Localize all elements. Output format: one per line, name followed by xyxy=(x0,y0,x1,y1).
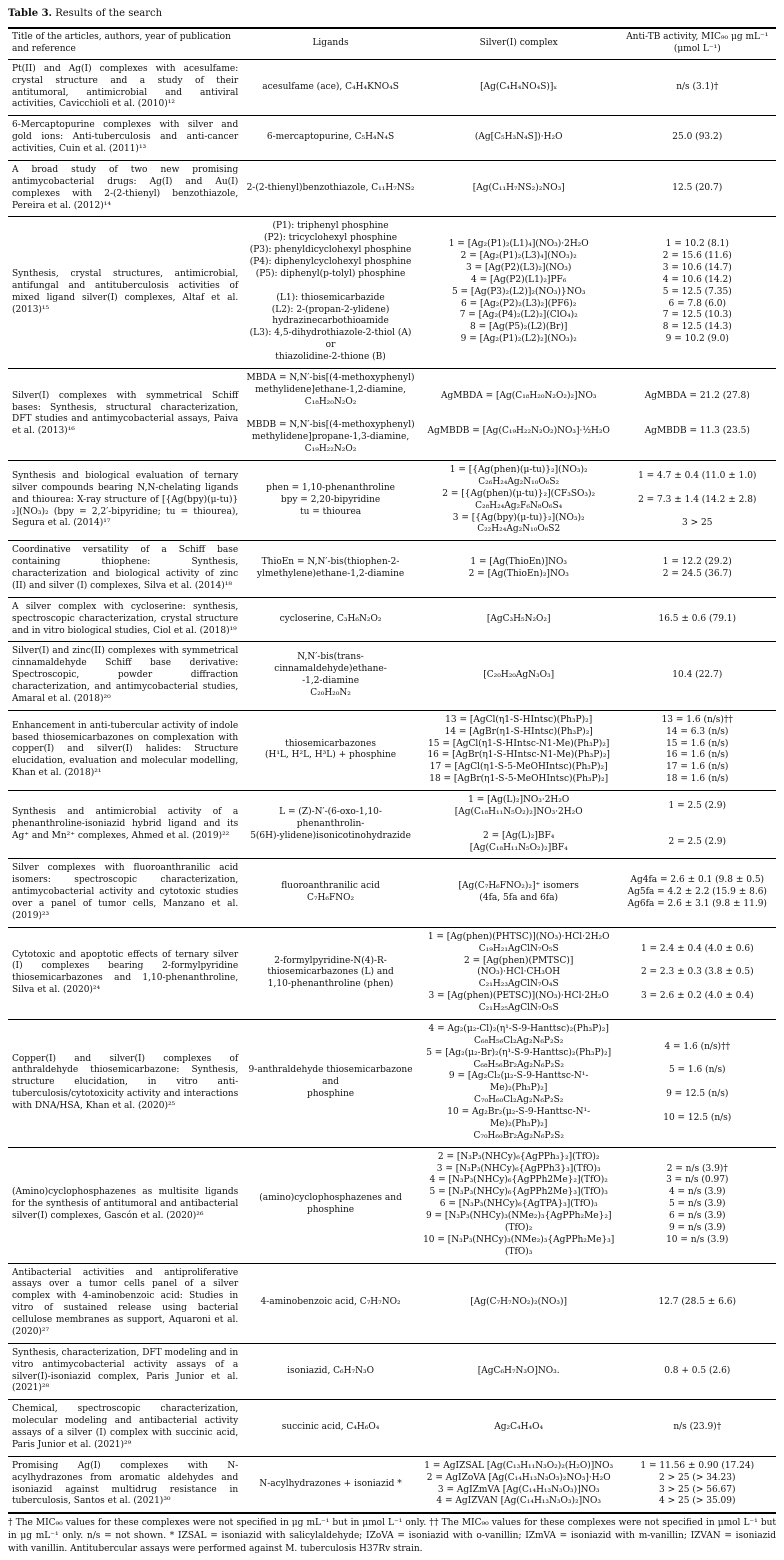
ligands-cell xyxy=(242,597,419,642)
complex-cell xyxy=(419,791,619,859)
activity-cell xyxy=(619,1147,776,1263)
cell-line: 2 = 24.5 (36.7) xyxy=(662,569,732,579)
cell-line: C₇H₆FNO₂ xyxy=(307,893,355,904)
table-row xyxy=(8,160,776,217)
article-title-cell: (Amino)cyclophosphazenes as multisite ligands for the synthesis of antitumoral and antibacterial silver(I) complexes, Gascón et al. (2020)²⁶ xyxy=(8,1147,242,1263)
cell-line: [C₂₀H₂₀AgN₃O₃] xyxy=(483,670,555,681)
cell-line: N-acylhydrazones + isoniazid * xyxy=(259,1478,402,1489)
table-row xyxy=(8,1456,776,1513)
cell-line: (amino)cyclophosphazenes and xyxy=(259,1193,402,1204)
cell-line: 2 = 2.5 (2.9) xyxy=(668,836,727,847)
ligands-cell xyxy=(242,791,419,859)
cell-line: 6-mercaptopurine, C₅H₄N₄S xyxy=(266,132,395,143)
cell-line: 6 = 7.8 (6.0) xyxy=(668,298,727,309)
cell-line: 2-(2-thienyl)benzothiazole, C₁₁H₇NS₂ xyxy=(246,182,415,193)
cell-line: 4-aminobenzoic acid, C₇H₇NO₂ xyxy=(260,1297,401,1308)
cell-line xyxy=(423,403,615,415)
cell-line: (P2): tricyclohexyl phosphine xyxy=(263,233,398,244)
cell-line: thiosemicarbazones xyxy=(285,738,376,749)
cell-line: n/s (3.1)† xyxy=(676,81,719,92)
cell-line: 4 > 25 (> 35.09) xyxy=(659,1496,736,1507)
cell-line: fluoroanthranilic acid xyxy=(281,881,380,892)
cell-line: 3 = [Ag(phen)(PETSC)](NO₃)·HCl·2H₂O xyxy=(428,991,609,1002)
activity-cell xyxy=(619,541,776,598)
activity-cell xyxy=(619,710,776,790)
article-title-cell: Promising Ag(I) complexes with N-acylhydrazones from aromatic aldehydes and isoniazid against multidrug resistance in tuberculosis, Santos et al. (2021)³⁰ xyxy=(8,1456,242,1513)
activity-cell xyxy=(619,461,776,541)
cell-line: 4 = [Ag(P2)(L1)₂]PF₆ xyxy=(471,274,567,285)
complex-cell xyxy=(419,1456,619,1513)
cell-line: 1 = 10.2 (8.1) xyxy=(665,239,729,250)
cell-line: 12.5 (20.7) xyxy=(672,182,723,193)
cell-line: L = (Z)-N′-(6-oxo-1,10-phenanthrolin- xyxy=(279,806,382,829)
cell-line: 5(6H)-ylidene)isonicotinohydrazide xyxy=(250,830,411,841)
cell-line: 5 = n/s (3.9) xyxy=(668,1199,726,1210)
cell-line: (P3): phenyldicyclohexyl phosphine xyxy=(249,245,412,256)
cell-line: [Ag(C₇H₇NO₂)₂(NO₃)] xyxy=(470,1297,567,1308)
cell-line: 3 = [Ag(P2)(L3)₂](NO₃) xyxy=(466,262,572,273)
activity-cell xyxy=(619,1019,776,1147)
cell-line xyxy=(623,979,772,991)
header-activity-column: Anti-TB activity, MIC₉₀ μg mL⁻¹ (μmol L⁻¹) xyxy=(619,28,776,59)
ligands-cell xyxy=(242,160,419,217)
cell-line: 4 = n/s (3.9) xyxy=(668,1187,726,1198)
article-title-cell: Pt(II) and Ag(I) complexes with acesulfame: crystal structure and a study of their antitumoral, antimicrobial and antiviral activities, Cavicchioli et al. (2010)¹² xyxy=(8,59,242,116)
cell-line: methylidene]ethane-1,2-diamine, xyxy=(255,384,406,395)
cell-line: Ag5fa = 4.2 ± 2.2 (15.9 ± 8.6) xyxy=(627,887,767,898)
cell-line: AgMBDB = [Ag(C₁₉H₂₂N₂O₂)NO₃]·½H₂O xyxy=(427,426,610,437)
cell-line: C₂₁H₂₃AgClN₇O₄S xyxy=(478,979,559,990)
cell-line: 15 = 1.6 (n/s) xyxy=(666,738,729,749)
cell-line: 6 = [N₃P₃(NHCy)₆{AgTPA}₃](TfO)₃ xyxy=(439,1199,598,1210)
cell-line: -1,2-diamine xyxy=(302,676,360,687)
cell-line: 2 = [Ag(phen)(PMTSC)](NO₃)·HCl·CH₃OH xyxy=(464,955,574,978)
cell-line: 3 = AgIZmVA [Ag(C₁₄H₁₃N₃O₃)]NO₃ xyxy=(437,1484,600,1495)
ligands-cell xyxy=(242,1019,419,1147)
complex-cell xyxy=(419,859,619,927)
cell-line: [AgC₃H₅N₂O₂] xyxy=(486,613,551,624)
complex-cell xyxy=(419,368,619,460)
cell-line: 10 = [N₃P₃(NHCy)₃(NMe₂)₃{AgPPh₂Me}₃] xyxy=(423,1234,615,1245)
table-row xyxy=(8,859,776,927)
ligands-cell xyxy=(242,1263,419,1343)
cell-line xyxy=(623,1054,772,1066)
cell-line: 18 = [AgBr(η1-S-5-MeOHIntsc)(Ph₃P)₂] xyxy=(429,774,609,785)
table-caption-text: Results of the search xyxy=(52,8,163,19)
ligands-cell xyxy=(242,461,419,541)
cell-line xyxy=(623,403,772,415)
article-title-cell: A silver complex with cycloserine: synthesis, spectroscopic characterization, crystal structure and in vitro biological studies, Ciol et al. (2018)¹⁹ xyxy=(8,597,242,642)
article-title-cell: Synthesis, characterization, DFT modeling and in vitro antimycobacterial activity assays of a silver(I)-isoniazid complex, Paris Junior et al. (2021)²⁸ xyxy=(8,1343,242,1400)
table-row xyxy=(8,597,776,642)
cell-line: 2 = [{Ag(phen)(μ-tu)}₂](CF₃SO₃)₂ xyxy=(442,488,596,499)
article-title-cell: Synthesis, crystal structures, antimicrobial, antifungal and antituberculosis activities of mixed ligand silver(I) complexes, Altaf et al. (2013)¹⁵ xyxy=(8,217,242,369)
cell-line: 4 = [N₃P₃(NHCy)₆{AgPPh2Me}₂](TfO)₂ xyxy=(429,1175,608,1186)
article-title-cell: Chemical, spectroscopic characterization, molecular modeling and antibacterial activity assays of a silver (I) complex with succinic acid, Paris Junior et al. (2021)²⁹ xyxy=(8,1400,242,1457)
cell-line: 1 = [{Ag(phen)(μ-tu)}₂](NO₃)₂ xyxy=(449,465,588,475)
table-row xyxy=(8,642,776,710)
cell-line: N,N′-bis(trans-cinnamaldehyde)ethane- xyxy=(274,652,387,675)
cell-line: 8 = [Ag(P5)₂(L2)(Br)] xyxy=(470,322,568,333)
cell-line: 2 = [Ag(ThioEn)₂]NO₃ xyxy=(468,569,569,579)
cell-line: isoniazid, C₆H₇N₃O xyxy=(287,1365,374,1376)
ligands-cell xyxy=(242,217,419,369)
table-row xyxy=(8,541,776,598)
cell-line xyxy=(623,1101,772,1113)
cell-line: succinic acid, C₄H₆O₄ xyxy=(281,1422,380,1433)
cell-line: 4 = 10.6 (14.2) xyxy=(662,274,732,285)
cell-line: 4 = AgIZVAN [Ag(C₁₄H₁₃N₃O₃)₂]NO₃ xyxy=(436,1496,601,1507)
cell-line: C₂₆H₂₄Ag₂N₁₀O₆S₂ xyxy=(478,476,560,487)
complex-cell xyxy=(419,59,619,116)
cell-line xyxy=(246,409,415,421)
cell-line: [Ag(C₁₈H₁₁N₅O₂)₂]BF₄ xyxy=(469,842,568,853)
table-footnote: † The MIC₉₀ values for these complexes were not specified in μg mL⁻¹ but in μmol L⁻¹ only. †† The MIC₉₀ values for these complexes were not specified in μmol L⁻¹ but in μg mL⁻¹ only. n/s = not shown. * IZSAL = isoniazid with salicylaldehyde; IZoVA = isoniazid with o-vanillin; IZmVA = isoniazid with m-vanillin; IZVAN = isoniazid with vanillin. Antitubercular assays were performed against M. tuberculosis H37Rv strain. xyxy=(8,1518,776,1555)
cell-line: 1 = [Ag(phen)(PHTSC)](NO₃)·HCl·2H₂O xyxy=(427,931,610,942)
activity-cell xyxy=(619,59,776,116)
cell-line: 17 = [AgCl(η1-S-5-MeOHIntsc)(Ph₃P)₂] xyxy=(429,762,608,773)
cell-line: 6 = [Ag₂(P2)₂(L3)₂](PF6)₂ xyxy=(461,298,577,309)
cell-line: (Ag[C₅H₃N₄S])·H₂O xyxy=(474,132,563,143)
activity-cell xyxy=(619,1456,776,1513)
cell-line: thiosemicarbazones (L) and xyxy=(267,967,394,978)
cell-line: MBDA = N,N′-bis[(4-methoxyphenyl) xyxy=(246,372,415,383)
cell-line: tu = thiourea xyxy=(299,506,362,517)
ligands-cell xyxy=(242,59,419,116)
cell-line: 1 = 2.5 (2.9) xyxy=(668,800,727,811)
header-row xyxy=(8,28,776,59)
cell-line xyxy=(623,825,772,837)
cell-line: 2 = 2.3 ± 0.3 (3.8 ± 0.5) xyxy=(640,967,754,978)
cell-line: 2 = AgIZoVA [Ag(C₁₄H₁₃N₃O₃)₂NO₃]·H₂O xyxy=(426,1472,611,1483)
table-row xyxy=(8,1019,776,1147)
table-body xyxy=(8,59,776,1513)
activity-cell xyxy=(619,160,776,217)
cell-line: Ag6fa = 2.6 ± 3.1 (9.8 ± 11.9) xyxy=(627,899,767,909)
cell-line: 18 = 1.6 (n/s) xyxy=(666,774,729,785)
article-title-cell: Silver complexes with fluoroanthranilic acid isomers: spectroscopic characterization, antimycobacterial activity and cytotoxic studies over a panel of tumor cells, Manzano et al. (2019)²³ xyxy=(8,859,242,927)
cell-line: C₂₂H₂₄Ag₂N₁₀O₆S2 xyxy=(477,524,561,535)
cell-line: 1 = [Ag(ThioEn)]NO₃ xyxy=(470,557,567,568)
cell-line: 2 = 15.6 (11.6) xyxy=(662,251,732,262)
cell-line: bpy = 2,20-bipyridine xyxy=(280,494,381,505)
cell-line xyxy=(623,483,772,495)
cell-line: (P4): diphenylcyclohexyl phosphine xyxy=(249,257,412,267)
activity-cell xyxy=(619,1343,776,1400)
cell-line: (L3): 4,5-dihydrothiazole-2-thiol (A) or xyxy=(249,328,412,351)
cell-line: 1 = 2.4 ± 0.4 (4.0 ± 0.6) xyxy=(640,943,754,954)
cell-line: 5 = [Ag(P3)₂(L2)]₂(NO₃)}NO₃ xyxy=(451,286,586,297)
table-caption xyxy=(8,8,776,19)
table-row xyxy=(8,1343,776,1400)
ligands-cell xyxy=(242,710,419,790)
cell-line: cycloserine, C₃H₆N₂O₂ xyxy=(279,613,382,624)
ligands-cell xyxy=(242,642,419,710)
cell-line: 3 = [N₃P₃(NHCy)₆{AgPPh3}₃](TfO)₃ xyxy=(436,1163,601,1174)
activity-cell xyxy=(619,1263,776,1343)
complex-cell xyxy=(419,217,619,369)
complex-cell xyxy=(419,1147,619,1263)
cell-line: 2 > 25 (> 34.23) xyxy=(659,1472,736,1483)
article-title-cell: Synthesis and antimicrobial activity of a phenanthroline-isoniazid hybrid ligand and its Ag⁺ and Mn²⁺ complexes, Ahmed et al. (2019)²² xyxy=(8,791,242,859)
cell-line: 2 = 7.3 ± 1.4 (14.2 ± 2.8) xyxy=(638,494,757,505)
cell-line: 15 = [AgCl(η1-S-HIntsc-N1-Me)(Ph₃P)₂] xyxy=(428,738,610,749)
table-row xyxy=(8,1147,776,1263)
article-title-cell: Synthesis and biological evaluation of ternary silver compounds bearing N,N-chelating ligands and thiourea: X-ray structure of [{Ag(bpy)(μ-tu)}₂](NO₃)₂ (bpy = 2,2′-bipyridine; tu = thiourea), Segura et al. (2014)¹⁷ xyxy=(8,461,242,541)
cell-line: 8 = 12.5 (14.3) xyxy=(662,322,732,333)
cell-line: (L1): thiosemicarbazide xyxy=(276,292,385,303)
ligands-cell xyxy=(242,859,419,927)
cell-line: 7 = 12.5 (10.3) xyxy=(662,310,732,321)
cell-line: methylidene]propane-1,3-diamine, xyxy=(251,432,410,443)
cell-line xyxy=(623,813,772,825)
complex-cell xyxy=(419,927,619,1019)
cell-line: C₂₀H₂₀N₂ xyxy=(310,687,351,698)
complex-cell xyxy=(419,710,619,790)
cell-line: 16 = [AgBr(η1-S-HIntsc-N1-Me)(Ph₃P)₂] xyxy=(427,750,610,761)
complex-cell xyxy=(419,1400,619,1457)
table-row xyxy=(8,368,776,460)
cell-line: 10 = 12.5 (n/s) xyxy=(663,1112,732,1123)
cell-line: C₆₈H₅₆Br₂Ag₂N₆P₂S₂ xyxy=(473,1059,564,1070)
cell-line: 3 > 25 (> 56.67) xyxy=(659,1484,736,1495)
cell-line: 2 = [Ag₂(P1)₂(L3)₄](NO₃)₂ xyxy=(460,251,577,262)
cell-line xyxy=(423,819,615,831)
cell-line: 10 = Ag₂Br₂(μ₂-S-9-Hanttsc-N¹-Me)₂(Ph₃P)₂] xyxy=(447,1107,591,1129)
results-table xyxy=(8,27,776,1514)
activity-cell xyxy=(619,791,776,859)
cell-line: 9 = [N₃P₃(NHCy)₃(NMe₂)₃{AgPPh₂Me}₂](TfO)₂ xyxy=(425,1211,612,1233)
header-ligands-column: Ligands xyxy=(242,28,419,59)
cell-line: (4fa, 5fa and 6fa) xyxy=(479,893,559,904)
table-row xyxy=(8,927,776,1019)
header-title-column: Title of the articles, authors, year of publication and reference xyxy=(8,28,242,59)
cell-line: 3 > 25 xyxy=(682,518,713,529)
cell-line: [Ag(C₁₈H₁₁N₅O₂)₂]NO₃·2H₂O xyxy=(454,806,583,817)
cell-line: 1 = AgIZSAL [Ag(C₁₃H₁₁N₃O₂)₂(H₂O)]NO₃ xyxy=(424,1460,614,1471)
cell-line: ThioEn = N,N′-bis(thiophen-2- xyxy=(261,557,400,568)
complex-cell xyxy=(419,642,619,710)
cell-line: 2 = [N₃P₃(NHCy)₆{AgPPh₃}₂](TfO)₂ xyxy=(437,1151,600,1162)
activity-cell xyxy=(619,368,776,460)
cell-line: phosphine xyxy=(306,1089,355,1100)
ligands-cell xyxy=(242,1456,419,1513)
table-row xyxy=(8,1400,776,1457)
cell-line: 1 = 11.56 ± 0.90 (17.24) xyxy=(640,1460,755,1471)
cell-line: AgMBDA = 21.2 (27.8) xyxy=(644,390,750,401)
ligands-cell xyxy=(242,368,419,460)
table-row xyxy=(8,1263,776,1343)
article-title-cell: Coordinative versatility of a Schiff base containing thiophene: Synthesis, characterization and biological activity of zinc (II) and silver (I) complexes, Silva et al. (2014)¹⁸ xyxy=(8,541,242,598)
complex-cell xyxy=(419,160,619,217)
cell-line xyxy=(623,507,772,519)
cell-line: [Ag(C₇H₆FNO₂)₂]⁺ isomers xyxy=(458,881,579,892)
cell-line: 9 = 12.5 (n/s) xyxy=(666,1089,729,1100)
cell-line: 9 = 10.2 (9.0) xyxy=(665,334,729,345)
article-title-cell: Silver(I) and zinc(II) complexes with symmetrical cinnamaldehyde Schiff base derivative: Spectroscopic, powder diffraction characterization, and antimycobacterial studies, Amaral et al. (2018)²⁰ xyxy=(8,642,242,710)
activity-cell xyxy=(619,859,776,927)
complex-cell xyxy=(419,597,619,642)
cell-line: 10.4 (22.7) xyxy=(672,670,723,681)
cell-line: C₁₉H₂₁AgClN₇O₅S xyxy=(478,943,559,954)
cell-line: (L2): 2-(propan-2-ylidene) xyxy=(271,304,390,315)
cell-line: 3 = 2.6 ± 0.2 (4.0 ± 0.4) xyxy=(640,991,754,1002)
activity-cell xyxy=(619,116,776,161)
cell-line: AgMBDB = 11.3 (23.5) xyxy=(644,426,750,437)
cell-line: 10 = n/s (3.9) xyxy=(666,1234,729,1245)
cell-line: hydrazinecarbothioamide xyxy=(272,316,389,327)
article-title-cell: Silver(I) complexes with symmetrical Schiff bases: Synthesis, structural characterization, DFT studies and antimycobacterial assays, Paiva et al. (2013)¹⁶ xyxy=(8,368,242,460)
activity-cell xyxy=(619,642,776,710)
cell-line: 3 = 10.6 (14.7) xyxy=(662,262,732,273)
complex-cell xyxy=(419,1019,619,1147)
complex-cell xyxy=(419,1263,619,1343)
cell-line: C₇₀H₆₀Br₂Ag₂N₆P₂S₂ xyxy=(473,1130,564,1141)
cell-line: (H¹L, H²L, H³L) + phosphine xyxy=(264,750,397,761)
article-title-cell: Cytotoxic and apoptotic effects of ternary silver (I) complexes bearing 2-formylpyridine thiosemicarbazones and 1,10-phenanthroline, Silva et al. (2020)²⁴ xyxy=(8,927,242,1019)
complex-cell xyxy=(419,116,619,161)
cell-line: (P5): diphenyl(p-tolyl) phosphine xyxy=(255,268,406,279)
cell-line: phosphine xyxy=(306,1205,355,1216)
article-title-cell: Antibacterial activities and antiproliferative assays over a tumor cells panel of a silver complex with 4-aminobenzoic acid: Studies in vitro of sustained release using bacterial cellulose membranes as support, Aquaroni et al. (2020)²⁷ xyxy=(8,1263,242,1343)
cell-line: ylmethylene)ethane-1,2-diamine xyxy=(256,569,405,579)
cell-line: 9 = [Ag₂(P1)₂(L2)₂](NO₃)₂ xyxy=(460,334,577,345)
cell-line: 17 = 1.6 (n/s) xyxy=(666,762,729,773)
cell-line: C₁₈H₂₀N₂O₂ xyxy=(304,396,357,407)
cell-line: 25.0 (93.2) xyxy=(672,132,723,143)
cell-line: [AgC₆H₇N₃O]NO₃. xyxy=(477,1365,560,1376)
cell-line: 3 = n/s (0.97) xyxy=(666,1175,729,1186)
cell-line: 9-anthraldehyde thiosemicarbazone and xyxy=(248,1065,413,1088)
cell-line xyxy=(423,414,615,426)
cell-line xyxy=(623,956,772,968)
cell-line xyxy=(623,1077,772,1089)
cell-line: 12.7 (28.5 ± 6.6) xyxy=(658,1297,737,1308)
ligands-cell xyxy=(242,1400,419,1457)
table-row xyxy=(8,59,776,116)
table-row xyxy=(8,217,776,369)
cell-line: C₂₁H₂₅AgClN₇O₅S xyxy=(478,1003,559,1013)
cell-line: 16 = 1.6 (n/s) xyxy=(666,750,729,761)
table-row xyxy=(8,710,776,790)
cell-line: 3 = [{Ag(bpy)(μ-tu)}₂](NO₃)₂ xyxy=(452,512,585,523)
cell-line: 9 = [Ag₂Cl₂(μ₂-S-9-Hanttsc-N¹-Me)₂(Ph₃P)₂] xyxy=(448,1071,589,1094)
table-row xyxy=(8,116,776,161)
cell-line: 14 = 6.3 (n/s) xyxy=(666,726,729,737)
cell-line: 5 = 12.5 (7.35) xyxy=(662,286,732,297)
cell-line: 5 = [Ag₂(μ₂-Br)₂(η¹-S-9-Hanttsc)₂(Ph₃P)₂] xyxy=(426,1047,612,1058)
cell-line: 13 = 1.6 (n/s)†† xyxy=(661,714,733,725)
cell-line: 6 = n/s (3.9) xyxy=(668,1211,726,1221)
cell-line: n/s (23.9)† xyxy=(673,1422,722,1433)
activity-cell xyxy=(619,597,776,642)
table-row xyxy=(8,461,776,541)
ligands-cell xyxy=(242,116,419,161)
cell-line: acesulfame (ace), C₄H₄KNO₄S xyxy=(262,81,399,92)
cell-line: C₂₈H₂₄Ag₂F₆N₈O₆S₄ xyxy=(475,500,563,511)
cell-line: 2 = [Ag(L)₂]BF₄ xyxy=(483,830,555,841)
cell-line: 5 = 1.6 (n/s) xyxy=(668,1065,726,1076)
ligands-cell xyxy=(242,541,419,598)
cell-line: 14 = [AgBr(η1-S-HIntsc)(Ph₃P)₂] xyxy=(444,726,593,737)
cell-line: phen = 1,10-phenanthroline xyxy=(266,482,395,493)
cell-line: AgMBDA = [Ag(C₁₈H₂₀N₂O₂)₂]NO₃ xyxy=(440,390,597,401)
article-title-cell: A broad study of two new promising antimycobacterial drugs: Ag(I) and Au(I) complexes with 2-(2-thienyl) benzothiazole, Pereira et al. (2012)¹⁴ xyxy=(8,160,242,217)
cell-line: C₁₉H₂₂N₂O₂ xyxy=(304,444,357,455)
cell-line: 4 = 1.6 (n/s)†† xyxy=(664,1041,731,1052)
cell-line: 1 = [Ag(L)₂]NO₃·2H₂O xyxy=(468,795,570,805)
cell-line: C₇₀H₆₀Cl₂Ag₂N₆P₂S₂ xyxy=(474,1095,564,1106)
cell-line: 7 = [Ag₂(P4)₂(L2)₂](ClO₄)₂ xyxy=(459,310,578,321)
complex-cell xyxy=(419,461,619,541)
activity-cell xyxy=(619,217,776,369)
table-row xyxy=(8,791,776,859)
cell-line: [Ag(C₄H₄NO₄S)]ₓ xyxy=(480,81,558,92)
cell-line: Ag4fa = 2.6 ± 0.1 (9.8 ± 0.5) xyxy=(630,875,765,886)
table-caption-label: Table 3. xyxy=(8,8,53,19)
cell-line: C₆₈H₅₆Cl₂Ag₂N₆P₂S₂ xyxy=(474,1035,564,1046)
cell-line: 5 = [N₃P₃(NHCy)₆{AgPPh2Me}₃](TfO)₃ xyxy=(429,1187,608,1198)
article-title-cell: Copper(I) and silver(I) complexes of anthraldehyde thiosemicarbazone: Synthesis, structure elucidation, in vitro anti-tuberculosis/cytotoxicity activity and interactions with DNA/HSA, Khan et al. (2020)²⁵ xyxy=(8,1019,242,1147)
complex-cell xyxy=(419,541,619,598)
cell-line: 1 = 4.7 ± 0.4 (11.0 ± 1.0) xyxy=(638,470,757,481)
cell-line: 13 = [AgCl(η1-S-HIntsc)(Ph₃P)₂] xyxy=(445,714,593,725)
cell-line xyxy=(623,414,772,426)
cell-line: 1 = [Ag₂(P1)₂(L1)₄](NO₃)·2H₂O xyxy=(448,239,589,250)
cell-line: Ag₂C₄H₄O₄ xyxy=(494,1422,544,1433)
cell-line: 1,10-phenanthroline (phen) xyxy=(267,979,394,990)
complex-cell xyxy=(419,1343,619,1400)
header-complex-column: Silver(I) complex xyxy=(419,28,619,59)
cell-line: 16.5 ± 0.6 (79.1) xyxy=(658,613,737,624)
cell-line xyxy=(246,281,415,293)
ligands-cell xyxy=(242,1343,419,1400)
cell-line: (TfO)₃ xyxy=(505,1246,533,1257)
cell-line: 1 = 12.2 (29.2) xyxy=(662,557,732,568)
article-title-cell: 6-Mercaptopurine complexes with silver and gold ions: Anti-tuberculosis and anti-cancer activities, Cuin et al. (2011)¹³ xyxy=(8,116,242,161)
ligands-cell xyxy=(242,927,419,1019)
activity-cell xyxy=(619,1400,776,1457)
ligands-cell xyxy=(242,1147,419,1263)
table-header xyxy=(8,28,776,59)
cell-line: thiazolidine-2-thione (B) xyxy=(275,352,386,362)
cell-line: 0.8 + 0.5 (2.6) xyxy=(664,1365,731,1376)
cell-line: 4 = Ag₂(μ₂-Cl)₂(η¹-S-9-Hanttsc)₂(Ph₃P)₂] xyxy=(428,1023,609,1034)
cell-line: 2-formylpyridine-N(4)-R- xyxy=(274,955,387,966)
activity-cell xyxy=(619,927,776,1019)
cell-line: (P1): triphenyl phosphine xyxy=(272,221,389,232)
cell-line: [Ag(C₁₁H₇NS₂)₂NO₃] xyxy=(472,182,565,193)
cell-line: 9 = n/s (3.9) xyxy=(668,1222,726,1233)
cell-line: 2 = n/s (3.9)† xyxy=(666,1163,728,1174)
cell-line: MBDB = N,N′-bis[(4-methoxyphenyl) xyxy=(246,420,415,431)
article-title-cell: Enhancement in anti-tubercular activity of indole based thiosemicarbazones on complexation with copper(I) and silver(I) halides: Structure elucidation, evaluation and molecular modelling, Khan et al. (2018)²¹ xyxy=(8,710,242,790)
